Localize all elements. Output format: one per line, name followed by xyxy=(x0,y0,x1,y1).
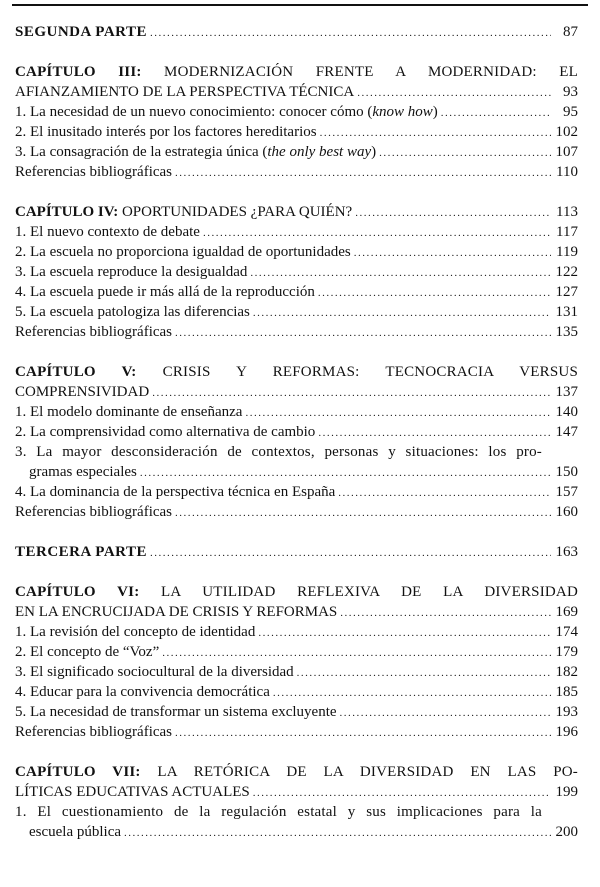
chapter-number: CAPÍTULO VI: xyxy=(15,584,140,600)
page-number: 185 xyxy=(555,684,578,700)
page-number: 157 xyxy=(555,484,578,500)
page-number: 182 xyxy=(555,664,578,680)
toc-entry xyxy=(15,722,578,742)
chapter-heading-line xyxy=(15,362,578,382)
entry-label: 5. La escuela patologiza las diferencias xyxy=(15,304,250,320)
chapter-title-cont: COMPRENSIVIDAD xyxy=(15,384,150,400)
page-number: 196 xyxy=(555,724,578,740)
toc-entry xyxy=(15,622,578,642)
chapter-title-cont: LÍTICAS EDUCATIVAS ACTUALES xyxy=(15,784,250,800)
page-number: 122 xyxy=(555,264,578,280)
page-number: 137 xyxy=(555,384,578,400)
toc-entry xyxy=(15,422,578,442)
page-number: 135 xyxy=(555,324,578,340)
leader-dots xyxy=(340,703,551,723)
toc-entry xyxy=(15,122,578,142)
entry-label: 2. El concepto de “Voz” xyxy=(15,644,160,660)
page-number: 93 xyxy=(563,84,578,100)
chapter-title: MODERNIZACIÓN FRENTE A MODERNIDAD: EL xyxy=(164,64,578,80)
leader-dots xyxy=(253,303,551,323)
toc-entry xyxy=(15,282,578,302)
chapter-title: OPORTUNIDADES ¿PARA QUIÉN? xyxy=(121,204,353,220)
chapter-title: LA RETÓRICA DE LA DIVERSIDAD EN LAS PO- xyxy=(157,764,579,780)
leader-dots xyxy=(175,503,551,523)
entry-label: 1. El nuevo contexto de debate xyxy=(15,224,200,240)
leader-dots xyxy=(203,223,551,243)
top-rule xyxy=(12,4,588,6)
leader-dots xyxy=(273,683,551,703)
page-number: 117 xyxy=(556,224,578,240)
toc-entry xyxy=(15,402,578,422)
leader-dots xyxy=(175,723,551,743)
toc-entry xyxy=(15,642,578,662)
toc-entry xyxy=(15,702,578,722)
toc-entry xyxy=(15,662,578,682)
page-number: 163 xyxy=(555,544,578,560)
chapter-heading-line xyxy=(15,762,578,782)
page-number: 131 xyxy=(555,304,578,320)
page-number: 174 xyxy=(555,624,578,640)
toc-entry xyxy=(15,322,578,342)
entry-label: escuela pública xyxy=(29,824,122,840)
page-number: 102 xyxy=(555,124,578,140)
toc-chapter xyxy=(15,602,578,622)
page-number: 87 xyxy=(563,24,578,40)
chapter-heading xyxy=(15,202,352,222)
entry-label: 4. La escuela puede ir más allá de la reproducción xyxy=(15,284,315,300)
entry-label: 1. La necesidad de un nuevo conocimiento: conocer cómo (know how) xyxy=(15,104,438,120)
toc-entry xyxy=(15,822,578,842)
leader-dots xyxy=(379,143,551,163)
chapter-number: CAPÍTULO VII: xyxy=(15,764,141,780)
table-of-contents xyxy=(15,22,578,842)
page-number: 169 xyxy=(555,604,578,620)
leader-dots xyxy=(340,603,551,623)
entry-label: Referencias bibliográficas xyxy=(15,324,173,340)
leader-dots xyxy=(441,103,551,123)
leader-dots xyxy=(152,383,551,403)
entry-label: 4. La dominancia de la perspectiva técnica en España xyxy=(15,484,336,500)
chapter-heading-line xyxy=(15,62,578,82)
page-number: 193 xyxy=(555,704,578,720)
toc-chapter xyxy=(15,782,578,802)
leader-dots xyxy=(354,243,551,263)
toc-part-tercera xyxy=(15,542,578,562)
leader-dots xyxy=(318,423,551,443)
leader-dots xyxy=(150,543,551,563)
leader-dots xyxy=(297,663,551,683)
toc-entry xyxy=(15,302,578,322)
chapter-title-cont: EN LA ENCRUCIJADA DE CRISIS Y REFORMAS xyxy=(15,604,338,620)
toc-part-segunda xyxy=(15,22,578,42)
entry-label: 2. El inusitado interés por los factores hereditarios xyxy=(15,124,317,140)
entry-label: Referencias bibliográficas xyxy=(15,504,173,520)
toc-chapter xyxy=(15,82,578,102)
toc-entry xyxy=(15,242,578,262)
leader-dots xyxy=(162,643,551,663)
chapter-title: CRISIS Y REFORMAS: TECNOCRACIA VERSUS xyxy=(162,364,578,380)
toc-chapter xyxy=(15,382,578,402)
chapter-number: CAPÍTULO IV: xyxy=(15,204,119,220)
leader-dots xyxy=(124,823,551,843)
toc-entry xyxy=(15,102,578,122)
toc-chapter xyxy=(15,202,578,222)
entry-label: 1. El modelo dominante de enseñanza xyxy=(15,404,243,420)
chapter-heading-line xyxy=(15,582,578,602)
leader-dots xyxy=(320,123,551,143)
entry-label: Referencias bibliográficas xyxy=(15,164,173,180)
page-number: 119 xyxy=(556,244,578,260)
entry-label: 2. La comprensividad como alternativa de cambio xyxy=(15,424,316,440)
page-number: 200 xyxy=(555,824,578,840)
entry-label: 3. El significado sociocultural de la diversidad xyxy=(15,664,294,680)
leader-dots xyxy=(338,483,551,503)
page-number: 127 xyxy=(555,284,578,300)
chapter-number: CAPÍTULO V: xyxy=(15,364,137,380)
leader-dots xyxy=(253,783,551,803)
entry-label: gramas especiales xyxy=(29,464,137,480)
part-title: SEGUNDA PARTE xyxy=(15,24,147,40)
chapter-title-cont: AFIANZAMIENTO DE LA PERSPECTIVA TÉCNICA xyxy=(15,84,355,100)
page-number: 110 xyxy=(556,164,578,180)
entry-label: 2. La escuela no proporciona igualdad de oportunidades xyxy=(15,244,351,260)
page-number: 199 xyxy=(555,784,578,800)
entry-label-line: 1. El cuestionamiento de la regulación estatal y sus implicaciones para la xyxy=(15,804,542,820)
leader-dots xyxy=(357,83,551,103)
entry-label: 5. La necesidad de transformar un sistema excluyente xyxy=(15,704,337,720)
page-number: 113 xyxy=(556,204,578,220)
leader-dots xyxy=(175,163,551,183)
leader-dots xyxy=(245,403,551,423)
toc-entry xyxy=(15,682,578,702)
toc-entry xyxy=(15,222,578,242)
part-title: TERCERA PARTE xyxy=(15,544,147,560)
leader-dots xyxy=(318,283,551,303)
entry-label: 4. Educar para la convivencia democrática xyxy=(15,684,270,700)
leader-dots xyxy=(175,323,551,343)
entry-label: 1. La revisión del concepto de identidad xyxy=(15,624,256,640)
toc-entry xyxy=(15,462,578,482)
leader-dots xyxy=(250,263,551,283)
chapter-number: CAPÍTULO III: xyxy=(15,64,142,80)
leader-dots xyxy=(140,463,551,483)
page-number: 147 xyxy=(555,424,578,440)
toc-entry xyxy=(15,262,578,282)
leader-dots xyxy=(355,203,551,223)
entry-label: Referencias bibliográficas xyxy=(15,724,173,740)
page-number: 107 xyxy=(555,144,578,160)
toc-entry xyxy=(15,482,578,502)
toc-entry xyxy=(15,162,578,182)
page-number: 140 xyxy=(555,404,578,420)
page-number: 160 xyxy=(555,504,578,520)
entry-label-line: 3. La mayor desconsideración de contextos, personas y situaciones: los pro- xyxy=(15,444,542,460)
page-number: 150 xyxy=(555,464,578,480)
leader-dots xyxy=(258,623,551,643)
toc-entry xyxy=(15,142,578,162)
entry-label: 3. La consagración de la estrategia única (the only best way) xyxy=(15,144,377,160)
entry-label: 3. La escuela reproduce la desigualdad xyxy=(15,264,248,280)
page-number: 95 xyxy=(563,104,578,120)
chapter-title: LA UTILIDAD REFLEXIVA DE LA DIVERSIDAD xyxy=(161,584,578,600)
page-number: 179 xyxy=(555,644,578,660)
toc-entry xyxy=(15,502,578,522)
leader-dots xyxy=(150,23,551,43)
